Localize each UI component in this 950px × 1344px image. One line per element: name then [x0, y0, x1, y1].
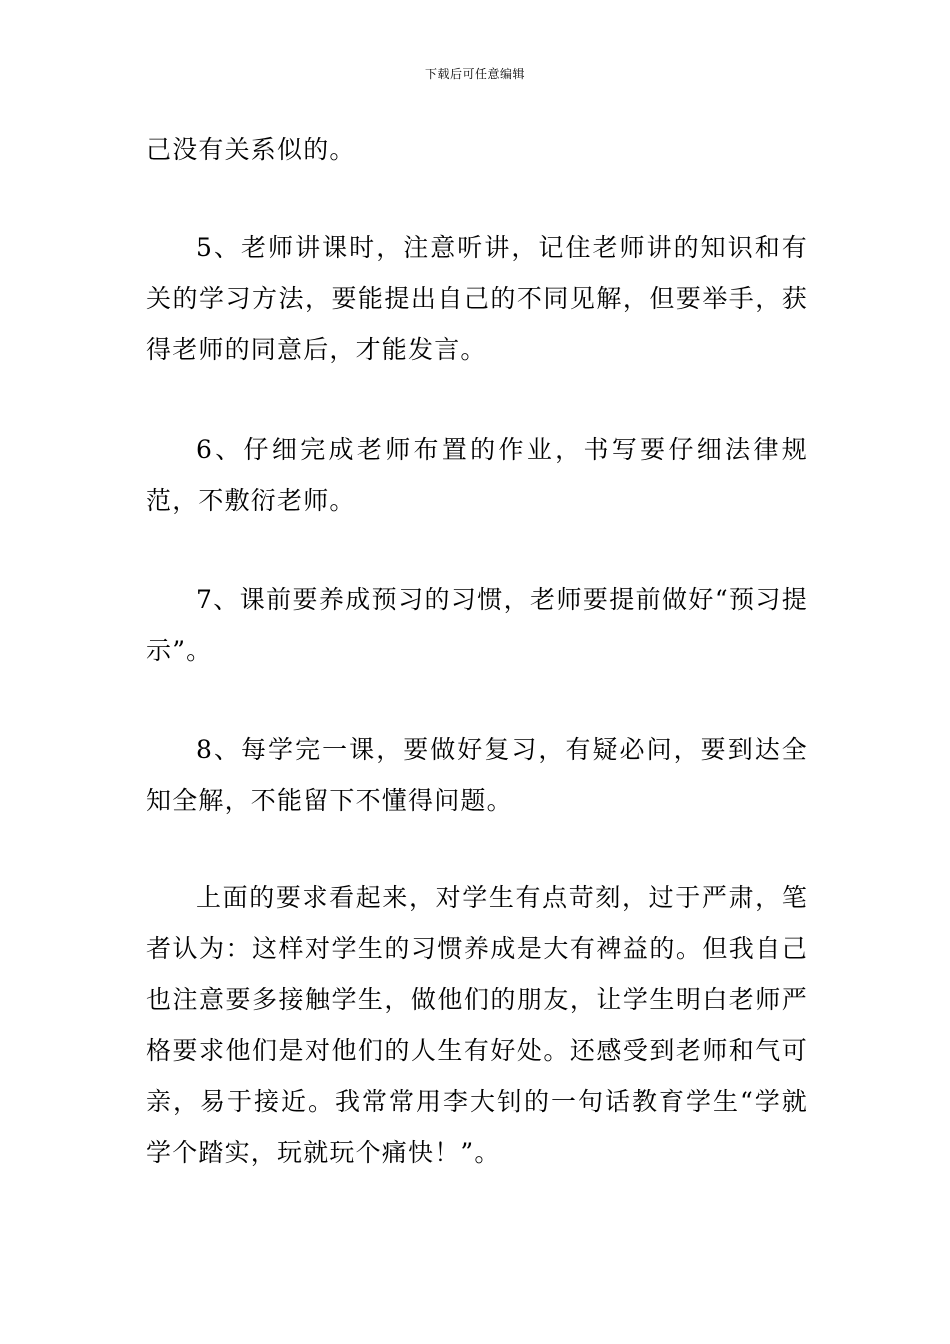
paragraph-item-5: 5、老师讲课时，注意听讲，记住老师讲的知识和有关的学习方法，要能提出自己的不同见解，但要举手，获得老师的同意后，才能发言。	[146, 233, 808, 364]
paragraph-conclusion: 上面的要求看起来，对学生有点苛刻，过于严肃，笔者认为：这样对学生的习惯养成是大有裨益的。但我自己也注意要多接触学生，做他们的朋友，让学生明白老师严格要求他们是对他们的人生有好处。还感受到老师和气可亲，易于接近。我常常用李大钊的一句话教育学生“学就学个踏实，玩就玩个痛快！”。	[146, 883, 808, 1167]
paragraph-item-6: 6、仔细完成老师布置的作业，书写要仔细法律规范，不敷衍老师。	[146, 435, 808, 515]
paragraph-item-7: 7、课前要养成预习的习惯，老师要提前做好“预习提示”。	[146, 585, 808, 665]
paragraph-item-8: 8、每学完一课，要做好复习，有疑必问，要到达全知全解，不能留下不懂得问题。	[146, 735, 808, 815]
page-header: 下载后可任意编辑	[424, 67, 525, 81]
paragraph-continuation: 己没有关系似的。	[146, 135, 356, 164]
